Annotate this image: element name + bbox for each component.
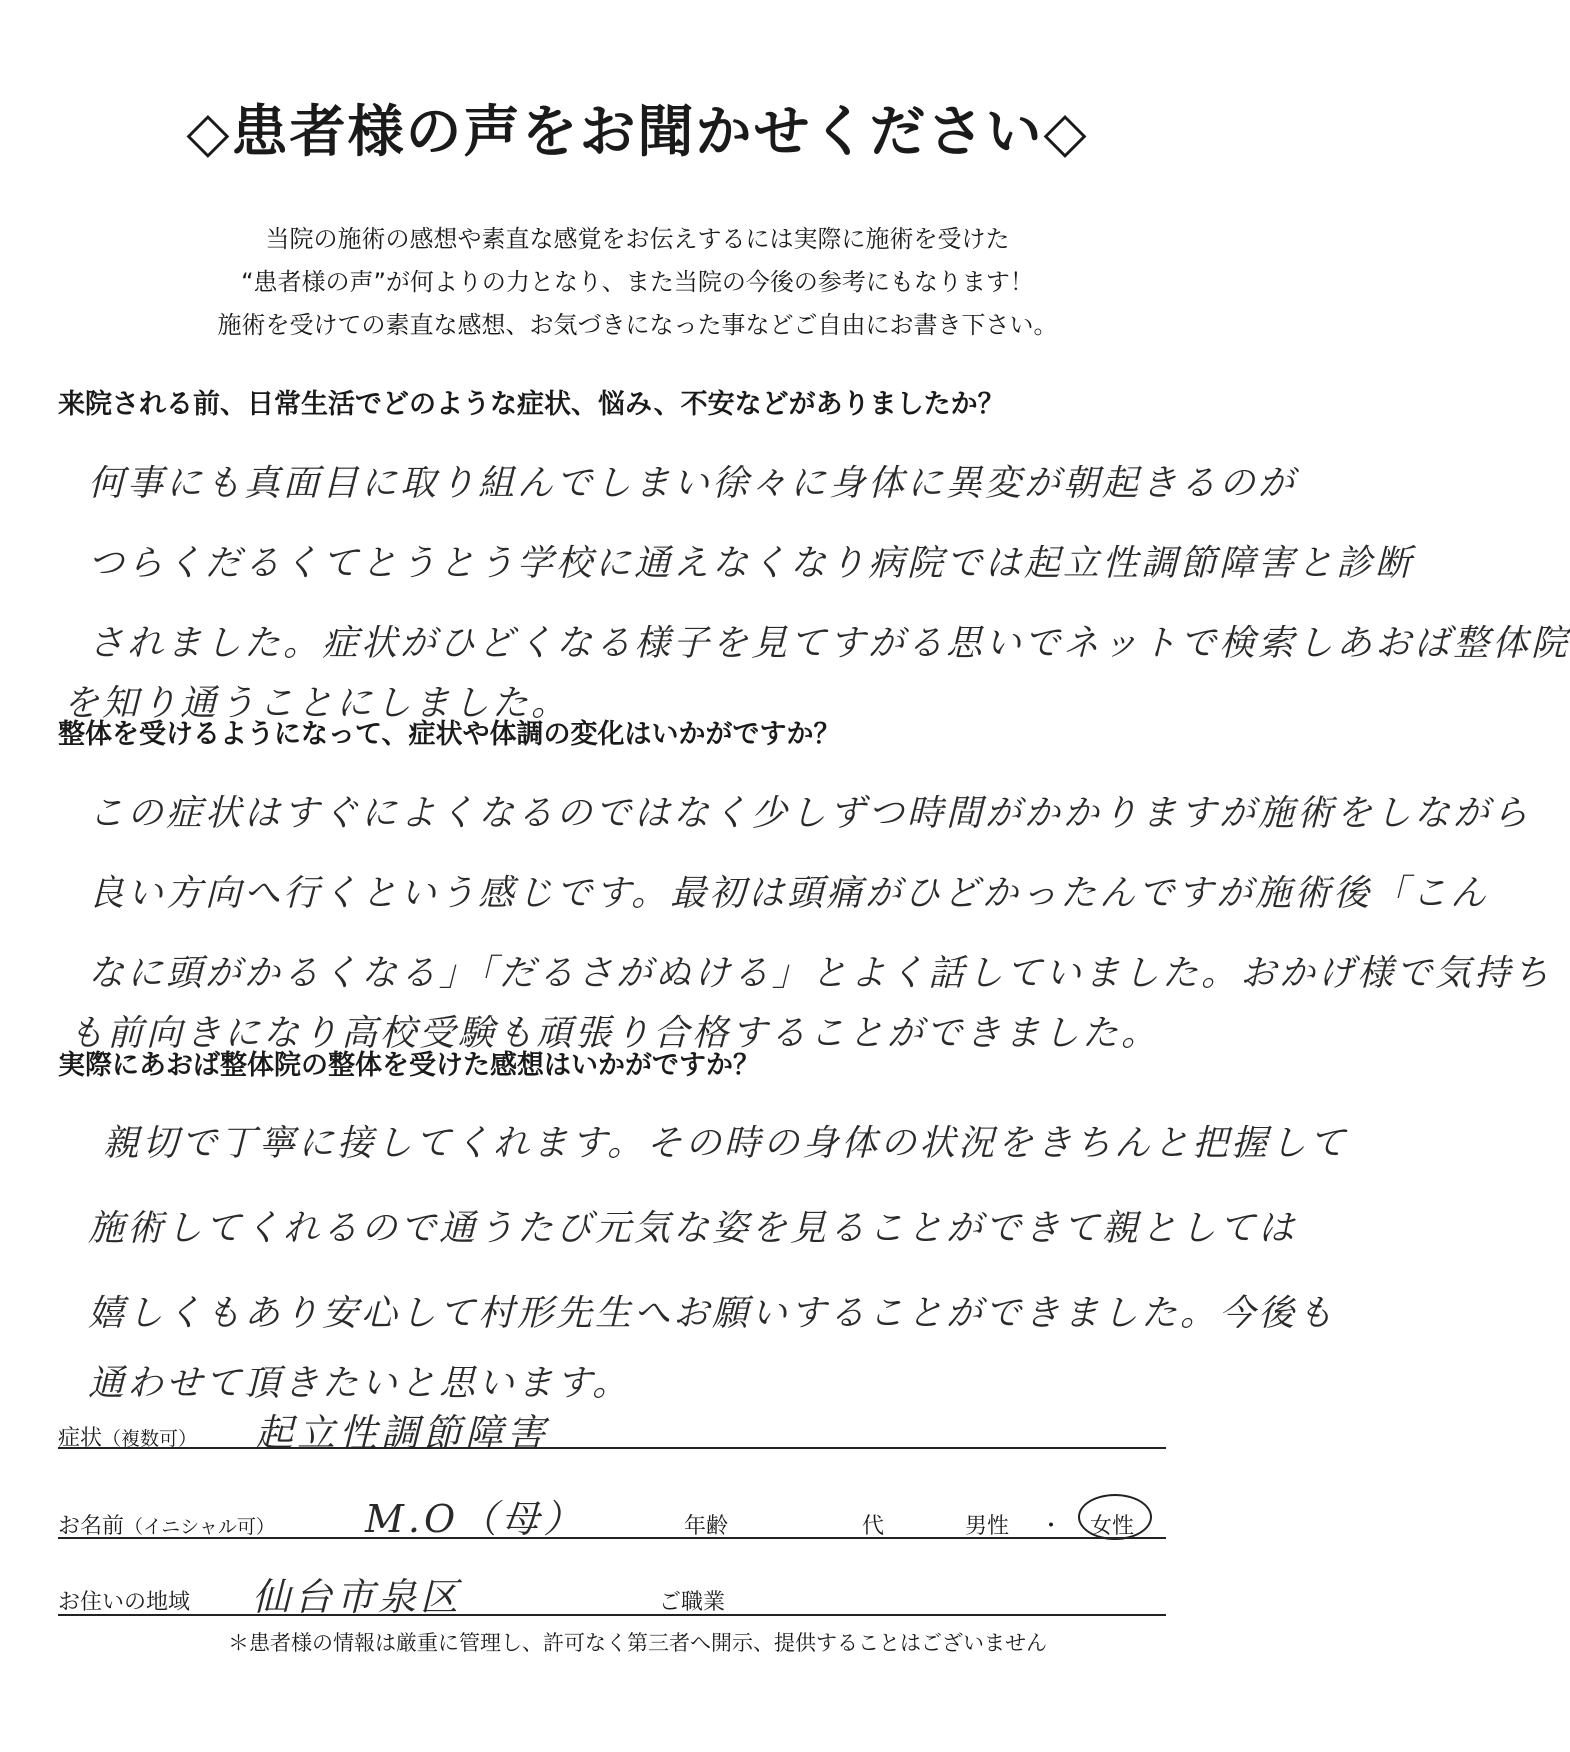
answer-1-line: 何事にも真面目に取り組んでしまい徐々に身体に異変が朝起きるのが	[88, 463, 1298, 504]
answer-1-area	[58, 455, 1570, 724]
name-rule	[58, 1537, 1166, 1539]
answer-2-area	[58, 785, 1553, 1054]
name-label	[58, 1509, 275, 1540]
answer-3-line: 通わせて頂きたいと思います。	[88, 1363, 632, 1404]
female-option: 女性	[1090, 1514, 1135, 1539]
name-label-note: （イニシャル可）	[124, 1516, 275, 1538]
male-option: 男性	[965, 1514, 1010, 1539]
intro-line-3: 施術を受けての素直な感想、お気づきになった事などご自由にお書き下さい。	[217, 311, 1058, 339]
question-1: 来院される前、日常生活でどのような症状、悩み、不安などがありましたか？	[58, 389, 1005, 420]
answer-3-area	[58, 1115, 1349, 1404]
answer-3-line: 親切で丁寧に接してくれます。その時の身体の状況をきちんと把握して	[103, 1123, 1349, 1164]
answer-2-line: も前向きになり高校受験も頑張り合格することができました。	[68, 1013, 1161, 1054]
answer-2-line: この症状はすぐによくなるのではなく少しずつ時間がかかりますが施術をしながら	[88, 793, 1532, 834]
symptom-label-text: 症状	[58, 1426, 103, 1451]
page-title: ◇患者様の声をお聞かせください◇	[186, 100, 1089, 165]
answer-2-line: なに頭がかるくなる」「だるさがぬける」とよく話していました。おかげ様で気持ち	[88, 953, 1553, 994]
area-label: お住いの地域	[58, 1590, 191, 1615]
intro-line-2: “患者様の声”が何よりの力となり、また当院の今後の参考にもなります！	[241, 268, 1034, 296]
area-value: 仙台市泉区	[252, 1575, 463, 1619]
area-rule	[58, 1614, 1166, 1616]
name-value: M.O（母）	[365, 1497, 586, 1541]
question-2: 整体を受けるようになって、症状や体調の変化はいかがですか？	[58, 719, 841, 750]
separator-dot: ・	[1040, 1514, 1063, 1539]
symptom-rule	[58, 1447, 1166, 1449]
age-unit: 代	[862, 1514, 885, 1539]
female-selected-circle	[1078, 1494, 1152, 1540]
name-label-text: お名前	[58, 1514, 125, 1539]
job-label: ご職業	[659, 1590, 726, 1615]
answer-3-line: 嬉しくもあり安心して村形先生へお願いすることができました。今後も	[88, 1293, 1337, 1334]
question-3: 実際にあおば整体院の整体を受けた感想はいかがですか？	[58, 1050, 760, 1081]
answer-1-line: を知り通うことにしました。	[63, 683, 571, 724]
symptom-value: 起立性調節障害	[255, 1411, 550, 1455]
age-label: 年齢	[684, 1514, 729, 1539]
answer-2-line: 良い方向へ行くという感じです。最初は頭痛がひどかったんですが施術後「こん	[88, 873, 1490, 914]
intro-line-1: 当院の施術の感想や素直な感覚をお伝えするには実際に施術を受けた	[265, 225, 1010, 253]
answer-3-line: 施術してくれるので通うたび元気な姿を見ることができて親としては	[88, 1208, 1298, 1249]
answer-1-line: されました。症状がひどくなる様子を見てすがる思いでネットで検索しあおば整体院	[88, 623, 1570, 664]
symptom-label-note: （複数可）	[102, 1428, 198, 1450]
privacy-note: ＊患者様の情報は厳重に管理し、許可なく第三者へ開示、提供することはございません	[228, 1631, 1047, 1655]
answer-1-line: つらくだるくてとうとう学校に通えなくなり病院では起立性調節障害と診断	[88, 543, 1415, 584]
